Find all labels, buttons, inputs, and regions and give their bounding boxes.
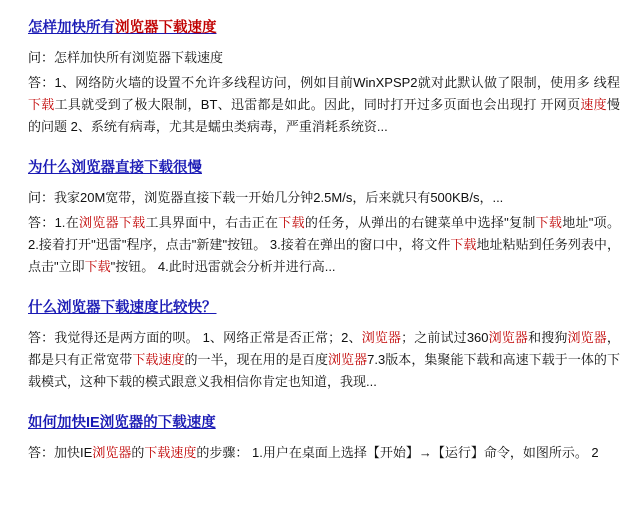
plain-text: "按钮。 4.此时迅雷就会分析并进行高... [110,259,336,274]
result-title-link[interactable] [28,158,202,178]
result-title-row [28,298,620,318]
search-result-item [28,158,620,278]
answer-label: 答： [28,330,55,345]
plain-text: 工具界面中，右击正在 [145,215,279,230]
plain-text: 怎样加快所有 [28,20,115,36]
highlight-text: 下载 [28,97,55,112]
plain-text: 的 [131,445,145,460]
plain-text: 地址粘贴到任务列表中，点击"立即 [28,237,620,274]
highlight-text: 浏览器 [488,330,529,345]
question-label: 问： [28,190,55,205]
result-snippet [28,442,620,464]
result-title-row [28,18,620,38]
search-result-item [28,298,620,393]
highlight-text: 下载速度 [144,445,197,460]
highlight-text: 浏览器 [327,352,368,367]
plain-text: 7.3版本，集聚能下载和高速下载于一体的下载模式，这种下载的模式跟意义我相信你肯定也知道，我现... [28,352,620,389]
highlight-text: 浏览器下载速度 [115,20,217,36]
plain-text: 为什么浏览器直接下载很慢 [28,160,202,176]
plain-text: 工具就受到了极大限制，BT、迅雷都是如此。因此，同时打开过多页面也会出现打 开网页 [54,97,581,112]
plain-text: 1.在 [54,215,79,230]
result-title-link[interactable] [28,413,216,433]
highlight-text: 浏览器 [79,215,119,230]
plain-text: 我家20M宽带，浏览器直接下载一开始几分钟2.5M/s，后来就只有500KB/s，... [54,190,504,205]
answer-line [28,442,620,464]
answer-label: 答： [28,75,55,90]
plain-text: ，都是只有正常宽带 [28,330,620,367]
question-label: 问： [28,50,55,65]
highlight-text: 下载速度 [132,352,185,367]
plain-text: ；之前试过360 [401,330,489,345]
result-title-link[interactable] [28,298,217,318]
highlight-text: 下载 [278,215,305,230]
answer-line [28,327,620,393]
answer-line [28,72,620,138]
answer-label: 答： [28,215,55,230]
plain-text: 加快IE [54,445,93,460]
plain-text: 我觉得还是两方面的呗。 1、网络正常是否正常；2、 [54,330,362,345]
result-snippet [28,187,620,278]
plain-text: 的一半，现在用的是百度 [184,352,328,367]
result-title-row [28,158,620,178]
plain-text: 如何加快IE浏览器的下载速度 [28,415,216,431]
answer-line [28,212,620,278]
highlight-text: 浏览器 [92,445,132,460]
highlight-text: 下载 [535,215,563,230]
answer-label: 答： [28,445,55,460]
result-title-link[interactable] [28,18,217,38]
question-line [28,47,620,69]
highlight-text: 浏览器 [361,330,402,345]
result-snippet [28,47,620,138]
plain-text: 和搜狗 [528,330,568,345]
highlight-text: 速度 [580,97,607,112]
search-result-item [28,413,620,464]
highlight-text: 浏览器 [567,330,607,345]
plain-text: 的步骤： 1.用户在桌面上选择【开始】→【运行】命令，如图所示。 2 [196,445,599,460]
highlight-text: 下载 [84,259,111,274]
plain-text: 的问题 2、系统有病毒，尤其是蠕虫类病毒，严重消耗系统资... [28,119,388,134]
highlight-text: 下载 [450,237,477,252]
plain-text: 1、网络防火墙的设置不允许多线程访问，例如目前WinXPSP2就对此默认做了限制，使用多 线程 [54,75,620,90]
search-result-item [28,18,620,138]
results-list [28,18,620,464]
question-line [28,187,620,209]
plain-text: 地址"项。 2.接着打开"迅雷"程序，点击"新建"按钮。 3.接着在弹出的窗口中，将文件 [28,215,620,252]
plain-text: 慢 [606,97,620,112]
plain-text: 怎样加快所有浏览器下载速度 [54,50,224,65]
result-snippet [28,327,620,393]
plain-text: 的任务，从弹出的右键菜单中选择"复制 [304,215,536,230]
plain-text: 什么浏览器下载速度比较快？ [28,300,217,316]
result-title-row [28,413,620,433]
highlight-text: 下载 [118,215,146,230]
